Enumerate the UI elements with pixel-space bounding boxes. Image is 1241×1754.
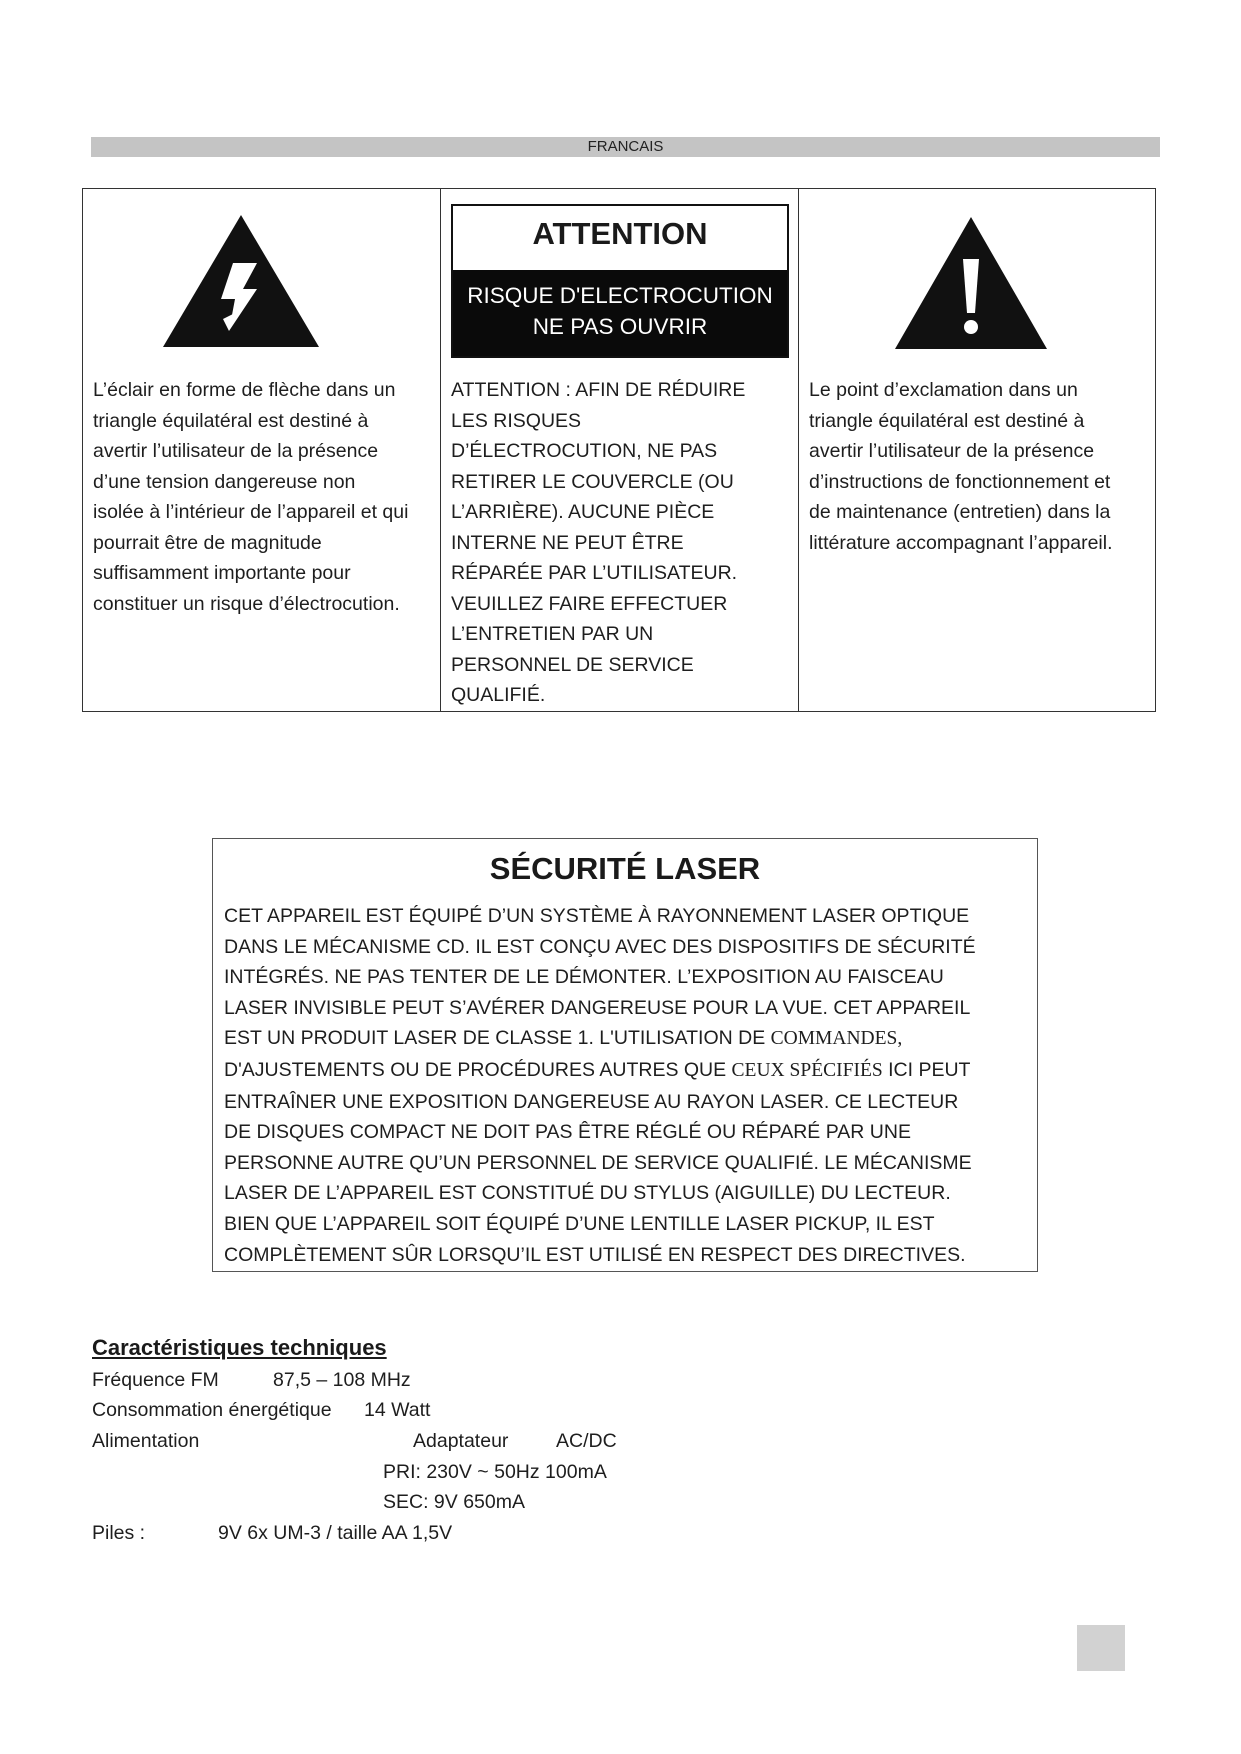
- language-header: FRANCAIS: [91, 137, 1160, 157]
- exclamation-description: Le point d’exclamation dans un triangle équilatéral est destiné à avertir l’utilisateur de la présence d’instructions de fonctionnement et de maintenance (entretien) dans la littérature accompagnant l’appareil.: [809, 379, 1113, 554]
- fm-label: Fréquence FM: [92, 1369, 219, 1391]
- attention-subtitle-2: NE PAS OUVRIR: [532, 314, 708, 339]
- supply-sec: SEC: 9V 650mA: [383, 1491, 525, 1513]
- page-number-tab: [1077, 1625, 1125, 1671]
- exclamation-triangle-icon: [895, 217, 1047, 349]
- warning-table: [82, 188, 1156, 712]
- warning-col-attention: [441, 189, 799, 711]
- laser-safety-box: [212, 838, 1038, 1272]
- batteries-value: 9V 6x UM-3 / taille AA 1,5V: [218, 1522, 453, 1544]
- lightning-triangle-icon: [163, 215, 319, 347]
- supply-pri: PRI: 230V ~ 50Hz 100mA: [383, 1461, 607, 1483]
- warning-col-lightning: [83, 189, 441, 711]
- supply-label: Alimentation: [92, 1430, 200, 1452]
- specs-title: Caractéristiques techniques: [92, 1335, 387, 1360]
- batteries-label: Piles :: [92, 1522, 146, 1544]
- lightning-description: L’éclair en forme de flèche dans un triangle équilatéral est destiné à avertir l’utilisateur de la présence d’une tension dangereuse non isolée à l’intérieur de l’appareil et qui pourrait être de magnitude suffisamment importante pour constituer un risque d’électrocution.: [93, 379, 409, 615]
- attention-title: ATTENTION: [532, 216, 708, 251]
- laser-body: CET APPAREIL EST ÉQUIPÉ D’UN SYSTÈME À RAYONNEMENT LASER OPTIQUE DANS LE MÉCANISME CD. IL EST CONÇU AVEC DES DISPOSITIFS DE SÉCURITÉ INTÉGRÉS. NE PAS TENTER DE LE DÉMONTER. L’EXPOSITION AU FAISCEAU LASER INVISIBLE PEUT S’AVÉRER DANGEREUSE POUR LA VUE. CET APPAREIL EST UN PRODUIT LASER DE CLASSE 1. L'UTILISATION DE COMMANDES, D'AJUSTEMENTS OU DE PROCÉDURES AUTRES QUE CEUX SPÉCIFIÉS ICI PEUT ENTRAÎNER UNE EXPOSITION DANGEREUSE AU RAYON LASER. CE LECTEUR DE DISQUES COMPACT NE DOIT PAS ÊTRE RÉGLÉ OU RÉPARÉ PAR UNE PERSONNE AUTRE QU’UN PERSONNEL DE SERVICE QUALIFIÉ. LE MÉCANISME LASER DE L’APPAREIL EST CONSTITUÉ DU STYLUS (AIGUILLE) DU LECTEUR. BIEN QUE L’APPAREIL SOIT ÉQUIPÉ D’UNE LENTILLE LASER PICKUP, IL EST COMPLÈTEMENT SÛR LORSQU’IL EST UTILISÉ EN RESPECT DES DIRECTIVES.: [224, 905, 976, 1266]
- attention-description: ATTENTION : AFIN DE RÉDUIRE LES RISQUES D’ÉLECTROCUTION, NE PAS RETIRER LE COUVERCLE (OU L’ARRIÈRE). AUCUNE PIÈCE INTERNE NE PEUT ÊTRE RÉPARÉE PAR L’UTILISATEUR. VEUILLEZ FAIRE EFFECTUER L’ENTRETIEN PAR UN PERSONNEL DE SERVICE QUALIFIÉ.: [451, 379, 746, 706]
- attention-subtitle-1: RISQUE D'ELECTROCUTION: [467, 283, 773, 308]
- attention-black-band: [453, 270, 787, 356]
- power-value: 14 Watt: [364, 1399, 431, 1421]
- supply-type: AC/DC: [556, 1430, 617, 1452]
- attention-label-box: [451, 204, 789, 358]
- warning-col-exclamation: [799, 189, 1155, 711]
- supply-adapter: Adaptateur: [413, 1430, 509, 1452]
- power-label: Consommation énergétique: [92, 1399, 332, 1421]
- fm-value: 87,5 – 108 MHz: [273, 1369, 411, 1391]
- laser-title: SÉCURITÉ LASER: [489, 851, 761, 886]
